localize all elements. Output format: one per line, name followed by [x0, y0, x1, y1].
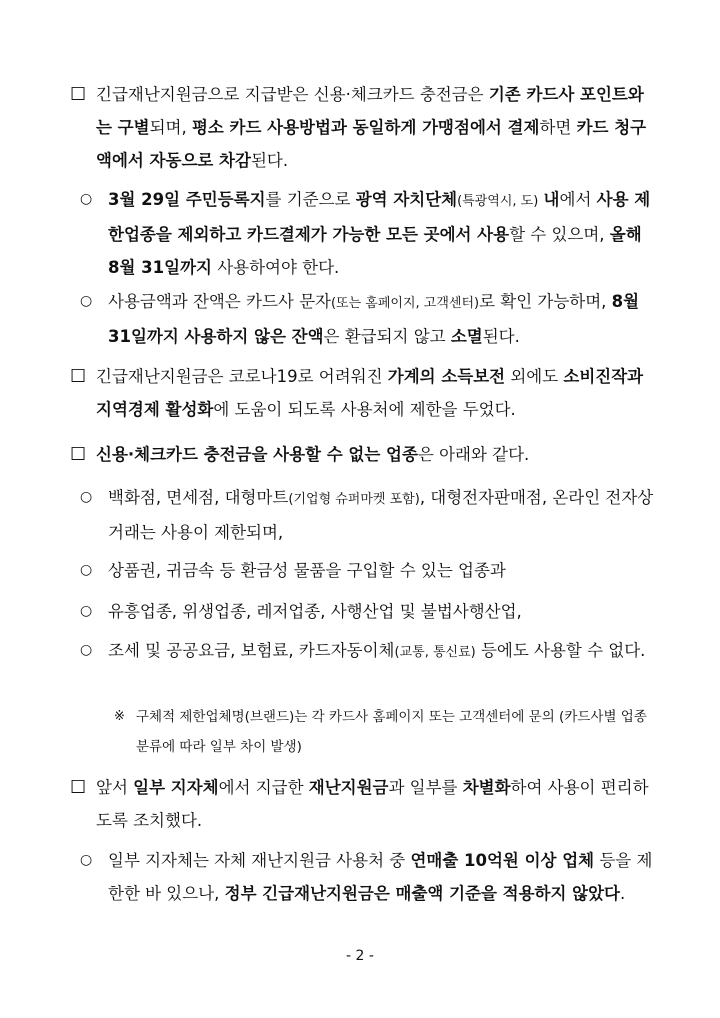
square-bullet: ☐ [70, 84, 87, 105]
text-run: 를 기준으로 [265, 190, 356, 209]
emphasis-text: 가계의 소득보전 [387, 367, 506, 386]
section-card-deduction [70, 78, 655, 177]
paragraph-text [70, 78, 655, 177]
text-run: 긴급재난지원금은 코로나19로 어려워진 [96, 367, 388, 386]
emphasis-text: 정부 긴급재난지원금은 매출액 기준을 적용하지 않았다 [224, 884, 620, 903]
emphasis-text: 올해 8월 31일까지 [108, 225, 642, 277]
text-run: 조세 및 공공요금, 보험료, 카드자동이체 [108, 641, 395, 660]
item-balance-check [80, 285, 655, 353]
text-run: (또는 홈페이지, 고객센터) [330, 296, 480, 311]
square-bullet: ☐ [70, 444, 87, 465]
text-run: 에 도움이 되도록 사용처에 제한을 두었다. [213, 400, 516, 419]
text-run: 은 환급되지 않고 [323, 327, 451, 346]
paragraph-text [80, 595, 655, 628]
circle-bullet: ○ [80, 489, 93, 505]
text-run: 긴급재난지원금으로 지급받은 신용·체크카드 충전금은 [96, 85, 489, 104]
text-run: 에서 지급한 [218, 778, 309, 797]
emphasis-text: 사용 제한업종을 제외하고 카드결제가 가능한 모든 곳에서 사용 [108, 190, 651, 244]
emphasis-text: 소비진작과 지역경제 활성화 [96, 367, 644, 419]
section-purpose [70, 360, 655, 426]
text-run: 에서 [559, 190, 597, 209]
text-run: 하면 [539, 118, 577, 137]
paragraph-text [80, 844, 655, 910]
emphasis-text: 연매출 10억원 이상 업체 [410, 851, 595, 870]
emphasis-text: 일부 지자체 [133, 778, 219, 797]
paragraph-text [70, 360, 655, 426]
circle-bullet: ○ [80, 191, 93, 207]
paragraph-text [70, 438, 655, 471]
circle-bullet: ○ [80, 852, 93, 868]
emphasis-text: 소멸 [450, 327, 483, 346]
paragraph-text [70, 771, 655, 837]
text-run: (특광역시, 도) [457, 194, 539, 209]
emphasis-text: 광역 자치단체 [355, 190, 458, 209]
page-number: - 2 - [346, 948, 374, 964]
text-run: 로 확인 가능하며, [479, 292, 612, 311]
square-bullet: ☐ [70, 366, 87, 387]
item-usage-region [80, 183, 655, 284]
item-taxes-utilities [80, 634, 655, 669]
text-run: 백화점, 면세점, 대형마트 [108, 488, 289, 507]
item-revenue-criteria [80, 844, 655, 910]
text-run: 은 아래와 같다. [417, 445, 530, 464]
section-differentiation [70, 771, 655, 837]
paragraph-text [80, 554, 655, 587]
item-gift-certificates [80, 554, 655, 587]
text-run: . [619, 884, 626, 903]
paragraph-text [80, 481, 655, 549]
text-run: 구체적 제한업체명(브랜드)는 각 카드사 홈페이지 또는 고객센터에 문의 (카드사별 업종 분류에 따라 일부 차이 발생) [136, 709, 647, 755]
text-run: 과 일부를 [388, 778, 463, 797]
emphasis-text: 재난지원금 [308, 778, 389, 797]
circle-bullet: ○ [80, 293, 93, 309]
text-run: 상품권, 귀금속 등 환금성 물품을 구입할 수 있는 업종과 [108, 561, 506, 580]
text-run: 일부 지자체는 자체 재난지원금 사용처 중 [108, 851, 411, 870]
text-run: (교통, 통신료) [394, 645, 476, 660]
text-run: 사용하여야 한다. [211, 258, 340, 277]
text-run: 하여 사용이 편리하도록 조치했다. [96, 778, 649, 830]
text-run: 유흥업종, 위생업종, 레저업종, 사행산업 및 불법사행산업, [108, 602, 522, 621]
paragraph-text [80, 634, 655, 669]
item-department-stores [80, 481, 655, 549]
circle-bullet: ○ [80, 562, 93, 578]
reference-note [114, 702, 659, 762]
paragraph-text [80, 183, 655, 284]
circle-bullet: ○ [80, 642, 93, 658]
note-mark: ※ [114, 709, 125, 724]
text-run: , 대형전자판매점, 온라인 전자상거래는 사용이 제한되며, [108, 488, 654, 542]
text-run: 앞서 [96, 778, 134, 797]
text-run: 등을 제한한 바 있으나, [108, 851, 653, 903]
text-run: (기업형 슈퍼마켓 포함) [288, 492, 420, 507]
text-run: 할 수 있으며, [509, 225, 610, 244]
circle-bullet: ○ [80, 603, 93, 619]
text-run: 사용금액과 잔액은 카드사 문자 [108, 292, 331, 311]
emphasis-text: 3월 29일 주민등록지 [108, 190, 266, 209]
note-text [114, 702, 659, 762]
emphasis-text: 평소 카드 사용방법과 동일하게 가맹점에서 결제 [191, 118, 540, 137]
emphasis-text: 차별화 [462, 778, 511, 797]
section-restricted-industries [70, 438, 655, 471]
text-run: 된다. [250, 151, 289, 170]
text-run: 되며, [149, 118, 192, 137]
paragraph-text [80, 285, 655, 353]
emphasis-text: 기존 카드사 포인트와는 구별 [96, 85, 644, 137]
emphasis-text: 카드 청구액에서 자동으로 차감 [96, 118, 647, 170]
item-entertainment [80, 595, 655, 628]
text-run: 등에도 사용할 수 없다. [475, 641, 646, 660]
emphasis-text: 신용·체크카드 충전금을 사용할 수 없는 업종 [96, 445, 418, 464]
emphasis-text: 내 [543, 190, 560, 209]
text-run: 된다. [482, 327, 520, 346]
square-bullet: ☐ [70, 777, 87, 798]
emphasis-text: 8월 31일까지 사용하지 않은 잔액 [108, 292, 640, 346]
text-run: 외에도 [505, 367, 564, 386]
